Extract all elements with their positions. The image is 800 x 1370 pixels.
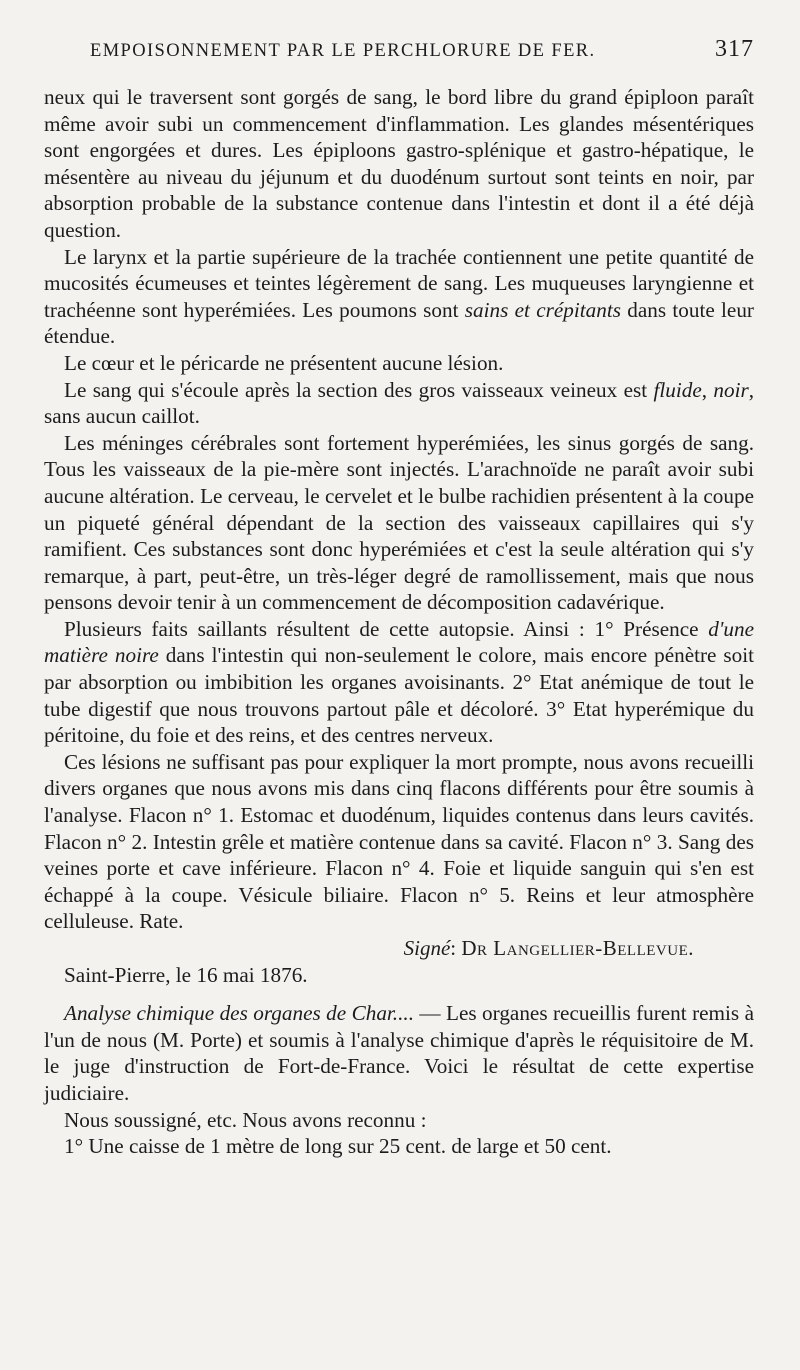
page-number: 317 [715, 36, 754, 62]
signature-colon: : [450, 936, 462, 960]
signature [44, 935, 754, 962]
signature-label: Signé [403, 936, 451, 960]
paragraph-4-separator: , [701, 377, 714, 402]
paragraph-2-text-a: Le larynx et la partie supérieure de la trachée contiennent une petite quantité de mucosités écumeuses et teintes légèrement de sang. Les muqueuses laryngienne et trachéenne sont hyperémiées. Les poumons sont [44, 244, 754, 322]
paragraph-4-text-b: , sans aucun caillot. [44, 377, 755, 429]
paragraph-8 [44, 1000, 754, 1106]
paragraph-4 [44, 377, 754, 430]
paragraph-6-emphasis: d'une matière noire [44, 616, 754, 668]
paragraph-9: Nous soussigné, etc. Nous avons reconnu : [64, 1107, 427, 1132]
paragraph-2-emphasis: sains et crépitants [464, 297, 621, 322]
paragraph-3: Le cœur et le péricarde ne présentent aucune lésion. [64, 350, 504, 375]
body-text [44, 84, 754, 1160]
paragraph-1: neux qui le traversent sont gorgés de sang, le bord libre du grand épiploon paraît même avoir subi un commencement d'inflammation. Les glandes mésentériques sont engorgées et dures. Les épiploons gastro-splénique et gastro-hépatique, le mésentère au niveau du jéjunum et du duodénum surtout sont teints en noir, par absorption probable de la substance contenue dans l'intestin et dont il a été déjà question. [44, 85, 754, 242]
paragraph-4-emphasis-1: fluide [653, 377, 702, 402]
paragraph-6-text-b: dans l'intestin qui non-seulement le colore, mais encore pénètre soit par absorption ou imbibition les organes avoisinants. 2° Etat anémique de tout le tube digestif que nous trouvons partout pâle et décoloré. 3° Etat hyperémique du péritoine, du foie et des reins, et des centres nerveux. [44, 643, 755, 748]
page-header [44, 36, 754, 80]
paragraph-5: Les méninges cérébrales sont fortement hyperémiées, les sinus gorgés de sang. Tous les vaisseaux de la pie-mère sont injectés. L'arachnoïde ne paraît avoir subi aucune altération. Le cerveau, le cervelet et le bulbe rachidien présentent à la coupe un piqueté général dépendant de la section des vaisseaux capillaires qui s'y ramifient. Ces substances sont donc hyperémiées et c'est la seule altération qui s'y remarque, à part, peut-être, un très-léger degré de ramollissement, mais que nous pensons devoir tenir à un commencement de décomposition cadavérique. [44, 430, 754, 615]
paragraph-4-emphasis-2: noir [713, 377, 749, 402]
paragraph-6-text-a: Plusieurs faits saillants résultent de cette autopsie. Ainsi : 1° Présence [64, 616, 709, 641]
paragraph-2-text-b: dans toute leur étendue. [44, 297, 754, 349]
paragraph-4-text-a: Le sang qui s'écoule après la section des gros vaisseaux veineux est [64, 377, 654, 402]
paragraph-10: 1° Une caisse de 1 mètre de long sur 25 cent. de large et 50 cent. [64, 1134, 612, 1159]
paragraph-8-text: — Les organes recueillis furent remis à l'un de nous (M. Porte) et soumis à l'analyse chimique d'après le réquisitoire de M. le juge d'instruction de Fort-de-France. Voici le résultat de cette expertise judiciaire. [44, 1001, 754, 1105]
running-title: EMPOISONNEMENT PAR LE PERCHLORURE DE FER. [90, 41, 596, 61]
paragraph-6 [44, 616, 754, 749]
paragraph-7: Ces lésions ne suffisant pas pour expliquer la mort prompte, nous avons recueilli divers organes que nous avons mis dans cinq flacons différents pour être soumis à l'analyse. Flacon n° 1. Estomac et duodénum, liquides contenus dans leurs cavités. Flacon n° 2. Intestin grêle et matière contenue dans sa cavité. Flacon n° 3. Sang des veines porte et cave inférieure. Flacon n° 4. Foie et liquide sanguin qui s'en est échappé à la coupe. Vésicule biliaire. Flacon n° 5. Reins et leur atmosphère celluleuse. Rate. [44, 749, 754, 934]
place-date: Saint-Pierre, le 16 mai 1876. [64, 962, 308, 987]
paragraph-8-heading: Analyse chimique des organes de Char.... [64, 1001, 414, 1026]
signature-name: Dr Langellier-Bellevue. [461, 936, 694, 960]
paragraph-2 [44, 244, 754, 350]
